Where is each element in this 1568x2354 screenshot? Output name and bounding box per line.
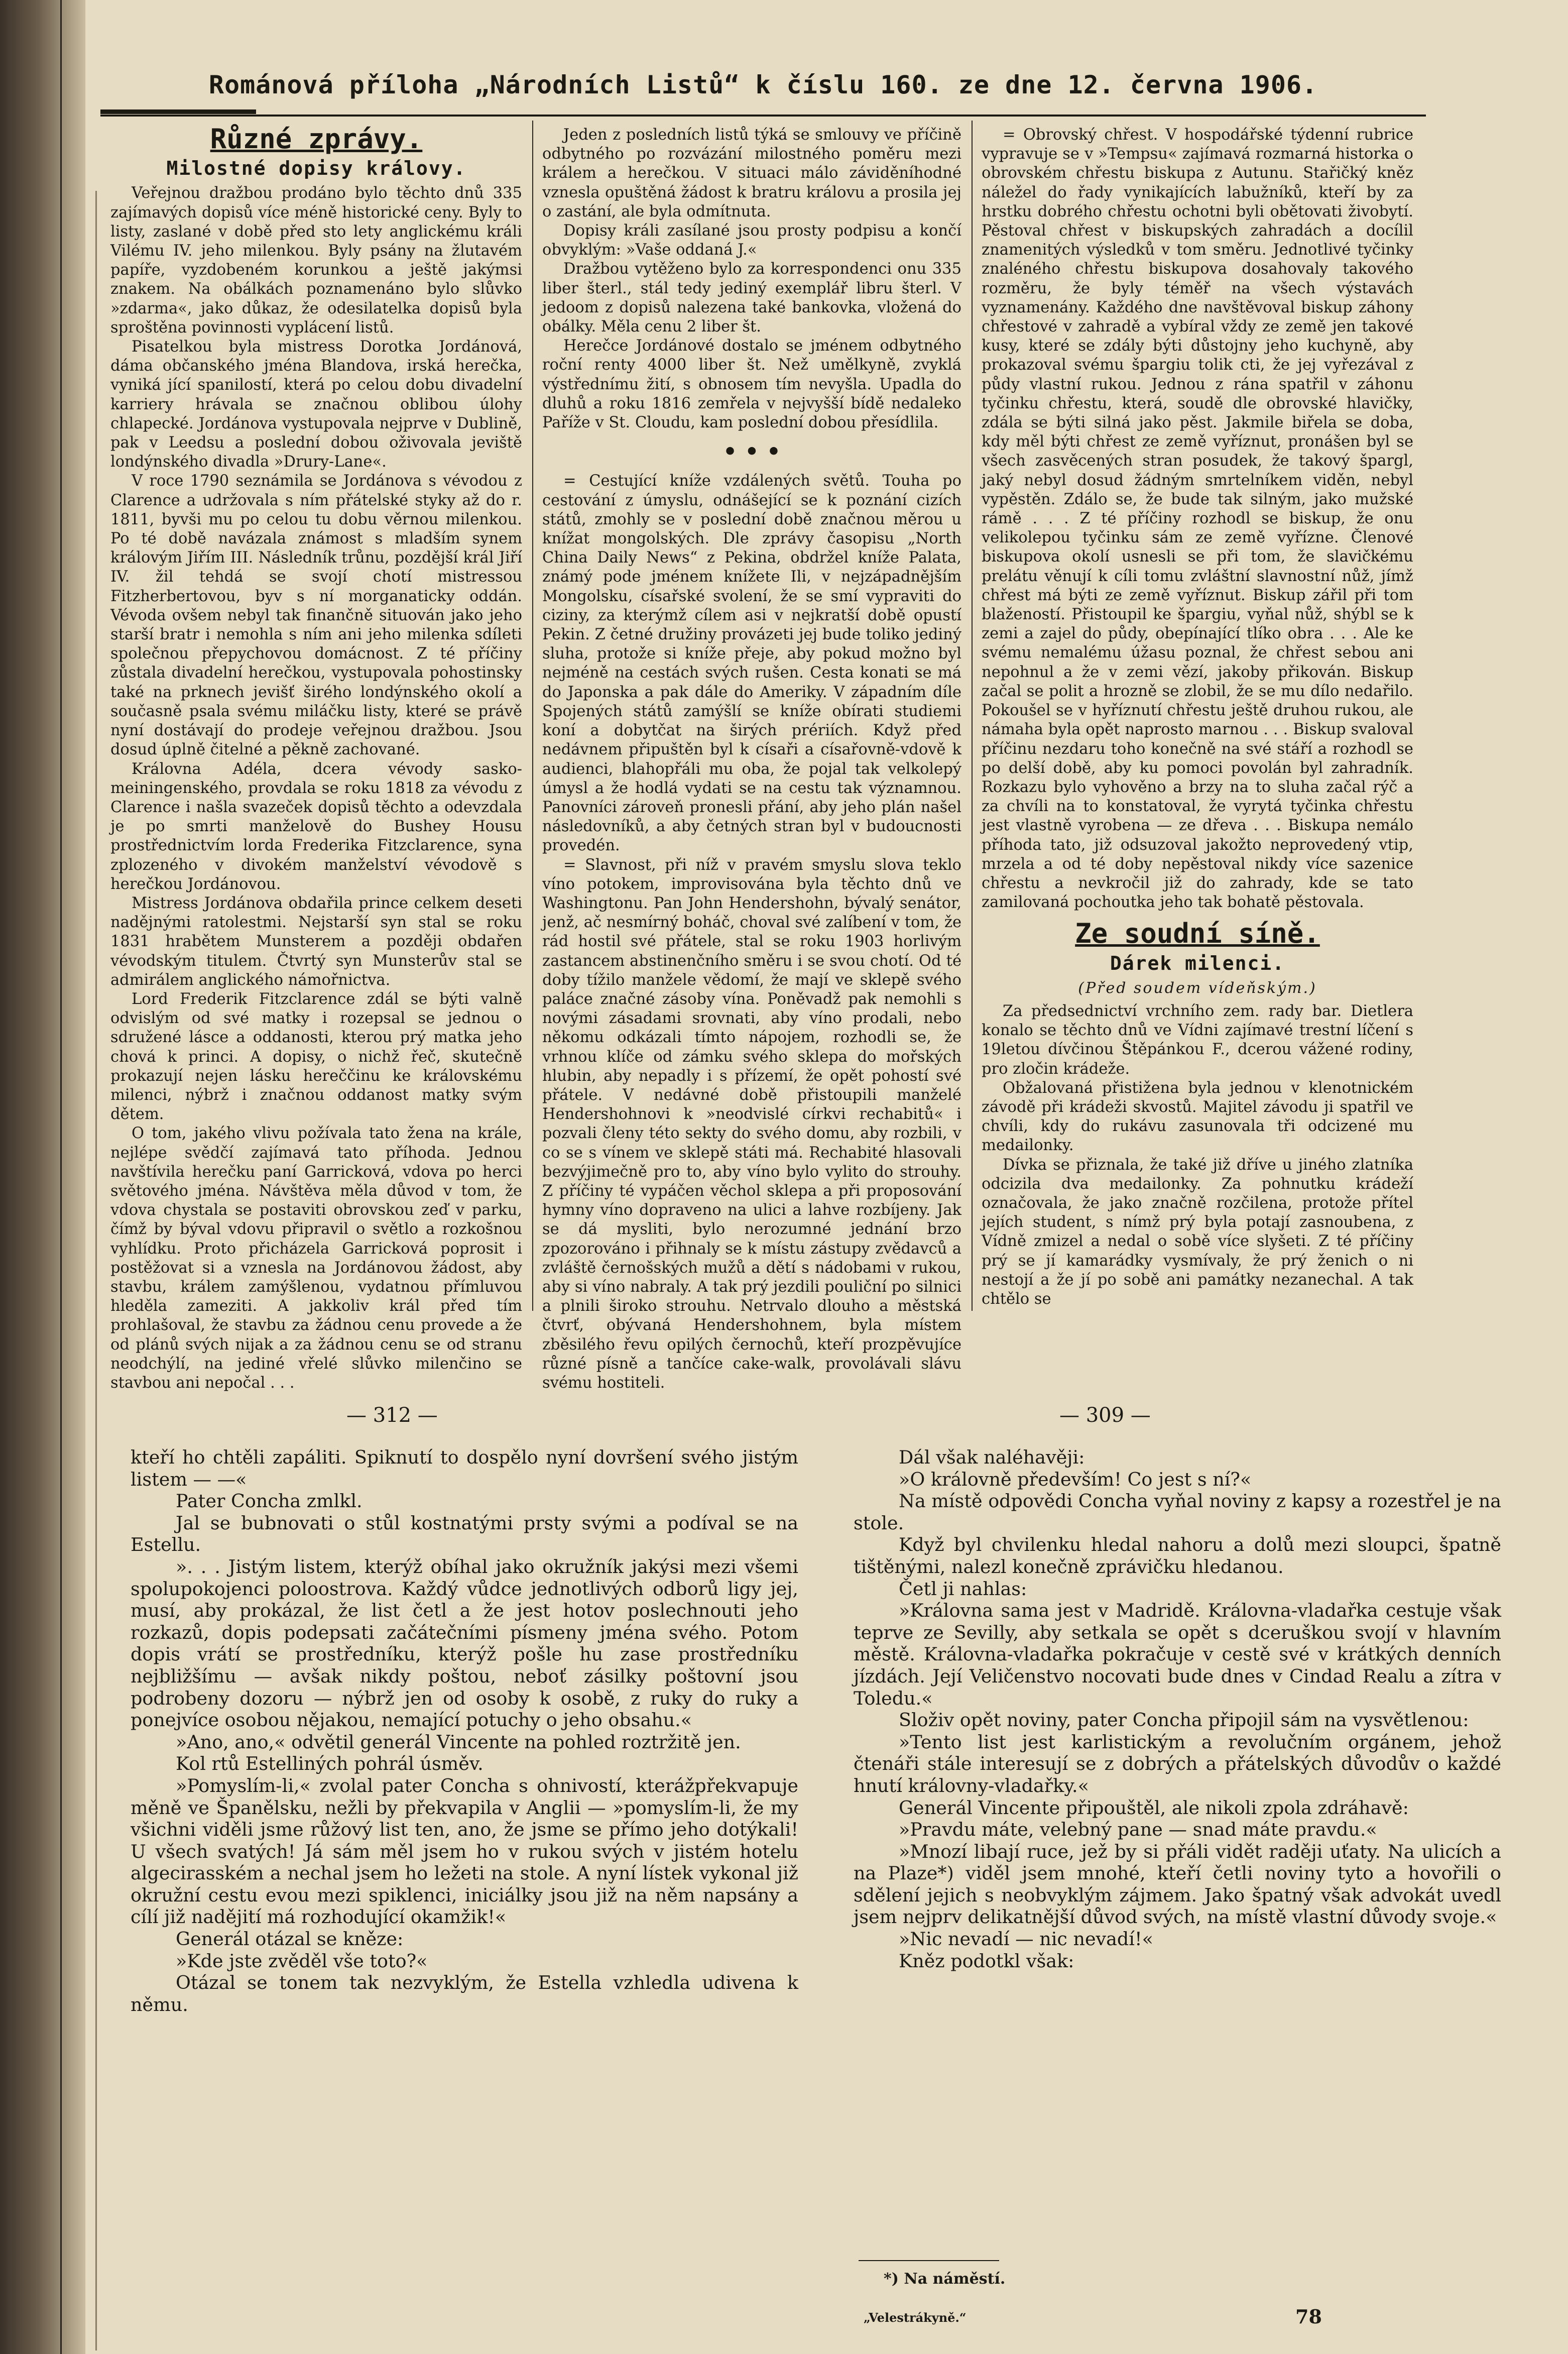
paragraph: Na místě odpovědi Concha vyňal noviny z kapsy a rozestřel je na stole. [854, 1490, 1501, 1534]
paragraph: Dražbou vytěženo bylo za korrespondenci onu 335 liber šterl., stál tedy jediný exemplář libru šterl. V jedoom z dopisů nalezena také bankovka, vložená do obálky. Měla cenu 2 liber št. [542, 260, 961, 336]
paragraph: Otázal se tonem tak nezvyklým, že Estella vzhledla udivena k němu. [131, 1972, 798, 2015]
paragraph: Herečce Jordánové dostalo se jménem odbytného roční renty 4000 liber št. Než umělkyně, zvyklá výstřednímu žití, s obnosem tím nevyšla. Upadla do dluhů a roku 1816 zemřela v nejvyšší bídě nedaleko Paříže v St. Cloudu, kam poslední dobou přesídlila. [542, 337, 961, 432]
paragraph: Veřejnou dražbou prodáno bylo těchto dnů 335 zajímavých dopisů více méně historické ceny. Byly to listy, zaslané v době před sto lety anglickému králi Vilému IV. jeho milenkou. Byly psány na žlutavém papíře, vyzdobeném korunkou a ještě jakýmsi znakem. Na obálkách poznamenáno bylo slůvko »zdarma«, jako důkaz, že odesilatelka dopisů byla sproštěna povinnosti vyplácení listů. [110, 184, 522, 337]
masthead-rule [100, 115, 1426, 117]
paragraph: »O královně především! Co jest s ní?« [899, 1468, 1252, 1490]
paragraph: ». . . Jistým listem, kterýž obíhal jako okružník jakýsi mezi všemi spolupokojenci poloostrova. Každý vůdce jednotlivých odborů ligy jej, musí, aby prokázal, že list četl a že jest hotov poslechnouti jeho rozkazů, dopis podepsati začátečními písmeny jména svého. Potom dopis vrátí se prostředníku, kterýž pošle hu zase prostředníku nejbližšímu — avšak nikdy poštou, neboť zásilky poštovní jsou podrobeny dozoru — nýbrž jen od osoby k osobě, z ruky do ruky a ponejvíce osobou nějakou, nemající potuchy o jeho obsahu.« [131, 1555, 798, 1731]
paragraph: »Ano, ano,« odvětil generál Vincente na pohled roztržitě jen. [176, 1731, 741, 1753]
masthead-rule-left [100, 109, 256, 114]
paragraph: Když byl chvilenku hledal nahoru a dolů mezi sloupci, špatně tištěnými, nalezl konečně zprávičku hledanou. [854, 1534, 1501, 1578]
page-number-right: — 309 — [1059, 1404, 1151, 1427]
paragraph: Dívka se přiznala, že také již dříve u jiného zlatníka odcizila dva medailonky. Za pohnutku krádeží označovala, že jako značně rozčilena, protože přítel jejích student, s nímž prý byla potají zasnoubena, z Vídně zmizel a nedal o sobě více slyšeti. Z té příčiny prý se jí kamarádky vysmívaly, že prý ženich o ni nestojí a že jí po sobě ani památky nezanechal. A tak chtělo se [982, 1156, 1413, 1308]
paragraph: V roce 1790 seznámila se Jordánova s vévodou z Clarence a udržovala s ním přátelské styky až do r. 1811, byvši mu po celou tu dobu věrnou milenkou. Po té době navázala známost s mladším synem královým Jiřím III. Následník trůnu, pozdější král Jiří IV. žil tehdá se svojí chotí mistressou Fitzherbertovou, byv s ní morganaticky oddán. Vévoda ovšem nebyl tak finančně situován jako jeho starší bratr i nemohla s ním ani jeho milenka sdíleti společnou přepychovou domácnost. Z té příčiny zůstala divadelní herečkou, vystupovala pohostinsky také na prknech jevišť širého londýnského okolí a současně psala svému miláčku listy, které se právě nyní dostávají do prodeje veřejnou dražbou. Jsou dosud úplně čitelné a pěkně zachované. [110, 472, 522, 759]
sheet-number: 78 [1295, 2305, 1322, 2328]
paragraph: Královna Adéla, dcera vévody sasko-meiningenského, provdala se roku 1818 za vévodu z Clarence i našla svazeček dopisů těchto a odevzdala je po smrti manželově do Bushey Housu prostřednictvím lorda Frederika Fitzclarence, syna zplozeného v divokém manželství vévodově s herečkou Jordánovou. [110, 760, 522, 893]
section-stars: • • • [722, 439, 781, 465]
paragraph: Pater Concha zmlkl. [176, 1490, 363, 1512]
section-title-ruzne-zpravy: Různé zprávy. [210, 123, 423, 155]
footnote-rule [859, 2260, 999, 2261]
paragraph: = Cestující kníže vzdálených světů. Touha po cestování z úmyslu, odnášející se k poznání cizích států, zmohly se v poslední době značnou měrou u knížat mongolských. Dle zprávy časopisu „North China Daily News“ z Pekina, obdržel kníže Palata, známý pode jménem knížete Ili, v nejzápadnějším Mongolsku, císařské svolení, že se smí vypraviti do ciziny, za kterýmž cílem asi v nejkratší době opustí Pekin. Z četné družiny provázeti jej bude toliko jediný sluha, protože si kníže přeje, aby pokud možno byl nejméně na cestách svých rušen. Cesta konati se má do Japonska a pak dále do Ameriky. V západním díle Spojených států zamýšlí se kníže obírati studiemi koní a dobytčat na širých prériích. Když před nedávnem připuštěn byl k císaři a císařovně-vdově k audienci, blahopřáli mu oba, že pojal tak velkolepý úmysl a že hodlá vydati se na cestu tak významnou. Panovníci zároveň pronesli přání, aby jeho plán našel následovníků, a aby četných stran byl v budoucnosti provedén. [542, 472, 961, 855]
paragraph: Kněz podotkl však: [899, 1950, 1074, 1972]
novel-page-left [131, 1446, 798, 2015]
paragraph: »Pravdu máte, velebný pane — snad máte pravdu.« [899, 1819, 1377, 1841]
paragraph: Za předsednictví vrchního zem. rady bar. Dietlera konalo se těchto dnů ve Vídni zajímavé trestní líčení s 19letou dívčinou Štěpánkou F., dcerou vážené rodiny, pro zločin krádeže. [982, 1002, 1413, 1078]
paragraph: Generál otázal se kněze: [176, 1928, 404, 1950]
paragraph: kteří ho chtěli zapáliti. Spiknutí to dospělo nyní dovršení svého jistým listem — —« [131, 1446, 798, 1490]
paragraph: »Kde jste zvěděl vše toto?« [176, 1950, 428, 1972]
paragraph: = Slavnost, při níž v pravém smyslu slova teklo víno potokem, improvisována byla těchto dnů ve Washingtonu. Pan John Hendershohn, bývalý senátor, jenž, ač nesmírný boháč, choval své zalíbení v tom, že rád hostil své přátele, stal se roku 1903 horlivým zastancem abstinenčního směru i se svou chotí. Od té doby tížilo manžele vědomí, že mají ve sklepě svého paláce značné zásoby vína. Poněvadž pak nemohli s novými zásadami srovnati, aby víno prodali, nebo někomu odkázali tímto nápojem, rozhodli se, že vrhnou klíče od zámku svého sklepa do mořských hlubin, aby nepadly i s přízemí, že opět pohostí své přátele. V nedávné době přistoupili manželé Hendershohnovi k »neodvislé církvi rechabitů« i pozvali členy této sekty do svého domu, aby rozbili, v co se s vínem ve sklepě státi má. Rechabité hlasovali bezvýjimečně pro to, aby víno bylo vylito do strouhy. Z příčiny té vypáčen věchol sklepa a při proposování hymny víno dopraveno na ulici a lahve rozbíjeny. Jak se dá mysliti, bylo nerozumné jednání brzo zpozorováno i přihnaly se k místu zástupy zvědavců a zvláště černošských mužů a dětí s nádobami v rukou, aby si víno nabraly. A tak prý jezdili pouliční po silnici a plnili široko strouhu. Netrvalo dlouho a městská čtvrť, obývaná Hendershohnem, byla místem zběsilého řevu opilých černochů, kteří prozpěvujíce různé písně a tančíce cake-walk, provolávali slávu svému hostiteli. [542, 856, 961, 1392]
page-number-left: — 312 — [346, 1404, 438, 1427]
paragraph: Generál Vincente připouštěl, ale nikoli zpola zdráhavě: [899, 1797, 1409, 1819]
paragraph: Pisatelkou byla mistress Dorotka Jordánová, dáma občanského jména Blandova, irská herečka, vyniká jící spanilostí, která po celou dobu divadelní karriery hrávala se značnou oblibou úlohy chlapecké. Jordánova vystupovala nejprve v Dublině, pak v Leedsu a poslední dobou oživovala jeviště londýnského divadla »Drury-Lane«. [110, 338, 522, 471]
column-right [982, 126, 1413, 1309]
paragraph: Jal se bubnovati o stůl kostnatými prsty svými a podíval se na Estellu. [131, 1512, 798, 1556]
paragraph: O tom, jakého vlivu požívala tato žena na krále, nejlépe svědčí zajímavá tato příhoda. Jednou navštívila herečku paní Garricková, vdova po herci světového jména. Návštěva měla důvod v tom, že vdova chystala se postaviti obrovskou zeď v parku, čímž by býval vdovu připravil o světlo a rozkošnou vyhlídku. Proto přicházela Garricková poprosit i postěžovat si a vznesla na Jordánovou žádost, aby stavbu, králem zamýšlenou, vydatnou přímluvou hleděla zameziti. A jakkoliv král před tím prohlašoval, že stavbu za žádnou cenu provede a že od plánů svých nijak a za žádnou cenu se od stranu neodchýlí, na jediné vřelé slůvko milenčino se stavbou ani nepočal . . . [110, 1125, 522, 1392]
novel-page-right [854, 1446, 1501, 1972]
paragraph: »Mnozí libají ruce, jež by si přáli vidět raději uťaty. Na ulicích a na Plaze*) viděl jsem mnohé, kteří četli noviny tyto a hovořili o sdělení jejich s neobvyklým zájmem. Jako špatný však advokát uvedl jsem nejprv delikatnější důvod svých, na místě vlastní důvody svoje.« [854, 1840, 1501, 1928]
column-separator-2 [972, 121, 973, 1311]
paragraph: Dál však naléhavěji: [899, 1446, 1085, 1468]
printer-mark: „Velestrákyně.“ [864, 2310, 967, 2325]
binding-strip [0, 0, 85, 2354]
section-title-ze-soudni-sine: Ze soudní síně. [1075, 918, 1320, 950]
paragraph: Mistress Jordánova obdařila prince celkem deseti nadějnými ratolestmi. Nejstarší syn stal se roku 1831 hrabětem Munsterem a později obdařen vévodským titulem. Čtvrtý syn Munsterův stal se admirálem anglického námořnictva. [110, 894, 522, 989]
footnote: *) Na náměstí. [884, 2270, 1006, 2288]
paragraph: »Tento list jest karlistickým a revolučním orgánem, jehož čtenáři stále interesují se z dobrých a přátelských důvodův o každé hnutí královny-vladařky.« [854, 1731, 1501, 1797]
paragraph: Četl ji nahlas: [899, 1578, 1027, 1600]
column-middle [542, 126, 961, 1393]
paragraph: = Obrovský chřest. V hospodářské týdenní rubrice vypravuje se v »Tempsu« zajímavá rozmarná historka o obrovském chřestu biskupa z Autunu. Stařičký kněz náležel do řady vynikajících labužníků, kteří by za hrstku dobrého chřestu ochotni byli obětovati živobytí. Pěstoval chřest v biskupských zahradách a docílil znamenitých výsledků v tom směru. Jednotlivé tyčinky znaléného chřestu biskupova dosahovaly takového rozměru, že byly téměř na všech výstavách vyznamenány. Každého dne navštěvoval biskup záhony chřestové v zahradě a vybíral vždy ze země jen takové kusy, které se zdály býti důstojny jeho kuchyně, aby prokazoval svému špargiu tolik cti, že jej vyřezával z půdy vlastní rukou. Jednou z rána spatřil v záhonu tyčinku chřestu, která, soudě dle obrovské hlavičky, zdála se býti silná jako pěst. Jakmile biřela se doba, kdy měl býti chřest ze země vyříznut, pronášen byl se všech zasvěcených stran posudek, že takový špargl, jaký nebyl dosud žádným smrtelníkem viděn, nebyl vypěstěn. Zdálo se, že bude tak silným, jako mužské rámě . . . Z té příčiny rozhodl se biskup, že onu velikolepou tyčinku sám ze země vyřízne. Členové biskupova okolí usnesli se při tom, že slavičkému prelátu věnují k cíli tomu zvláštní slavnostní nůž, jímž chřest má býti ze země vyříznut. Biskup zářil při tom blažeností. Přistoupil ke špargiu, vyňal nůž, shýbl se k zemi a zajel do půdy, obepínající tlíko obra . . . Ale ke svému nemalému úžasu poznal, že chřest sebou ani nepohnul a že v zemi vězí, jakoby přikován. Biskup začal se polit a hrozně se zlobil, že se mu dílo nedařilo. Pokoušel se v hyříznutí chřestu ještě druhou rukou, ale námaha byla opět naprosto marnou . . . Biskup svaloval příčinu nezdaru toho konečně na své stáří a rozhodl se po delší době, aby ku pomoci povolán byl zahradník. Rozkazu bylo vyhověno a brzy na to sluha začal rýč a za chvíli na to konstatoval, že vyrytá tyčinka chřestu jest vlastně vyrobena — ze dřeva . . . Biskupa nemálo příhoda tato, již odsuzoval jakožto neprovedený vtip, mrzela a od té doby nepěstoval nikdy více sazenice chřestu a nevkročil již do zahrady, kde se tato zamilovaná pochoutka jeho tak bohatě pěstovala. [982, 126, 1413, 912]
column-separator-1 [532, 121, 533, 1311]
paragraph: Dopisy králi zasílané jsou prosty podpisu a končí obvyklým: »Vaše oddaná J.« [542, 222, 961, 259]
subhead-darek-milenci: Dárek milenci. [1110, 952, 1285, 974]
paragraph: Složiv opět noviny, pater Concha připojil sám na vysvětlenou: [899, 1709, 1469, 1731]
subhead-pred-soudem: (Před soudem vídeňským.) [1078, 979, 1317, 997]
paragraph: Obžalovaná přistižena byla jednou v klenotnickém závodě při krádeži skvostů. Majitel závodu ji spatřil ve chvíli, kdy do rukávu zasunovala tři odcizené mu medailonky. [982, 1079, 1413, 1155]
paragraph: Jeden z posledních listů týká se smlouvy ve příčině odbytného po rozvázání milostného poměru mezi králem a herečkou. V situaci málo záviděníhodné vznesla opuštěná žádost k bratru královu a prosila jej o zastání, ale byla odmítnuta. [542, 126, 961, 220]
masthead: Románová příloha „Národních Listů“ k číslu 160. ze dne 12. června 1906. [208, 70, 1318, 99]
paragraph: Kol rtů Estelliných pohrál úsměv. [176, 1753, 484, 1775]
paragraph: »Pomyslím-li,« zvolal pater Concha s ohnivostí, kterážpřekvapuje měně ve Španělsku, nežli by překvapila v Anglii — »pomyslím-li, že my všichni viděli jsme růžový list ten, ano, že jsme se přímo jeho dotýkali! U všech svatých! Já sám měl jsem ho v rukou svých v jistém hotelu algecirasském a nechal jsem ho ležeti na stole. A nyní lístek vykonal již okružní cestu evou mezi spiklenci, iniciálky jsou již na něm napsány a cílí již nadějití má rozhodující okamžik!« [131, 1774, 798, 1928]
margin-rule [95, 191, 97, 2350]
paragraph: »Nic nevadí — nic nevadí!« [899, 1928, 1153, 1950]
paragraph: Lord Frederik Fitzclarence zdál se býti valně odvislým od své matky i rozepsal se jednou o sdružené lásce a oddanosti, kterou prý matka jeho chová k princi. A dopisy, o nichž řeč, skutečně prokazují nejen lásku hereččinu ke královskému milenci, nýbrž i značnou oddanost matky svým dětem. [110, 990, 522, 1124]
paragraph: »Královna sama jest v Madridě. Královna-vladařka cestuje však teprve ze Sevilly, aby setkala se opět s dceruškou svojí v hlavním městě. Královna-vladařka pokračuje v cestě své v krátkých denních jízdách. Její Veličenstvo nocovati bude dnes v Cindad Realu a zítra v Toledu.« [854, 1600, 1501, 1709]
column-left [110, 123, 522, 1393]
subhead-milostne-dopisy: Milostné dopisy královy. [166, 157, 466, 180]
